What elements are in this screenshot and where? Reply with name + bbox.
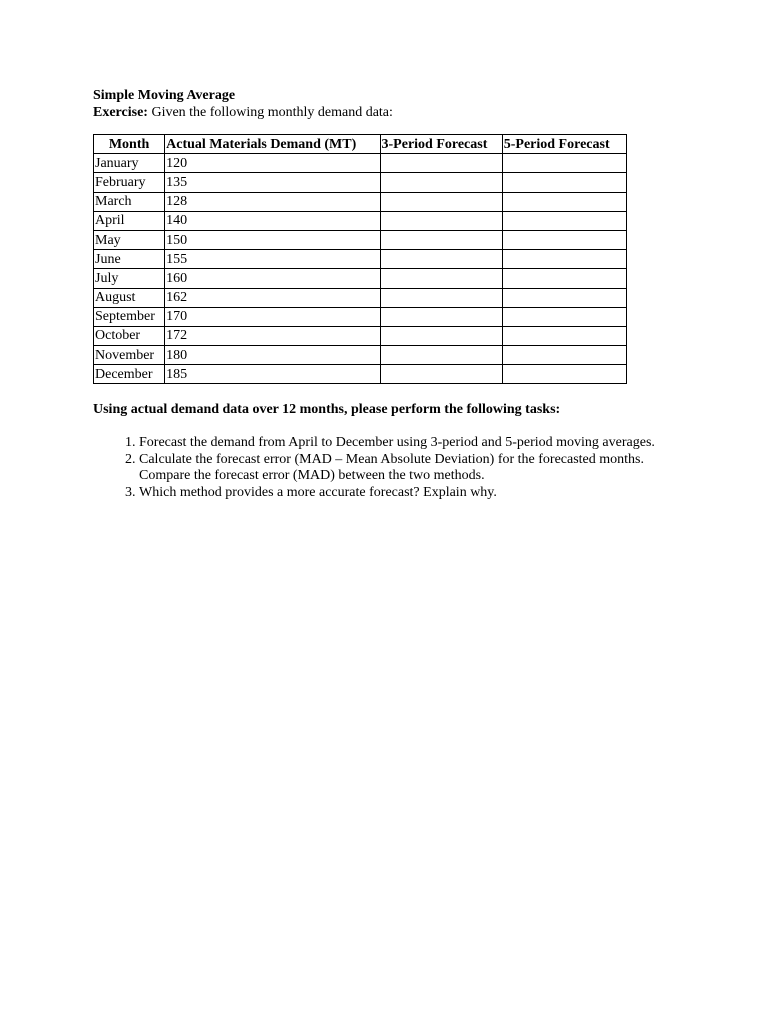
forecast-5-cell xyxy=(502,250,626,269)
table-row xyxy=(94,365,627,384)
forecast-3-cell xyxy=(380,307,502,326)
table-row xyxy=(94,192,627,211)
month-cell: November xyxy=(94,346,165,365)
demand-cell: 170 xyxy=(165,307,380,326)
forecast-5-cell xyxy=(502,326,626,345)
month-cell: September xyxy=(94,307,165,326)
forecast-3-cell xyxy=(380,250,502,269)
exercise-intro xyxy=(93,104,673,121)
forecast-5-cell xyxy=(502,192,626,211)
demand-cell: 180 xyxy=(165,346,380,365)
forecast-5-cell xyxy=(502,230,626,249)
demand-cell: 120 xyxy=(165,154,380,173)
demand-cell: 155 xyxy=(165,250,380,269)
month-cell: April xyxy=(94,211,165,230)
demand-cell: 162 xyxy=(165,288,380,307)
month-cell: October xyxy=(94,326,165,345)
forecast-5-cell xyxy=(502,269,626,288)
table-row xyxy=(94,230,627,249)
forecast-5-cell xyxy=(502,288,626,307)
month-cell: May xyxy=(94,230,165,249)
table-row xyxy=(94,307,627,326)
task-item: 1. Forecast the demand from April to December using 3-period and 5-period moving averages. xyxy=(139,435,659,452)
demand-cell: 140 xyxy=(165,211,380,230)
table-row xyxy=(94,211,627,230)
header-3-period-forecast: 3-Period Forecast xyxy=(380,135,502,154)
month-cell: January xyxy=(94,154,165,173)
forecast-3-cell xyxy=(380,230,502,249)
demand-cell: 150 xyxy=(165,230,380,249)
table-row xyxy=(94,250,627,269)
table-row xyxy=(94,269,627,288)
demand-cell: 128 xyxy=(165,192,380,211)
table-row xyxy=(94,288,627,307)
header-demand: Actual Materials Demand (MT) xyxy=(165,135,380,154)
table-row xyxy=(94,346,627,365)
header-5-period-forecast: 5-Period Forecast xyxy=(502,135,626,154)
demand-cell: 160 xyxy=(165,269,380,288)
forecast-3-cell xyxy=(380,288,502,307)
month-cell: March xyxy=(94,192,165,211)
forecast-3-cell xyxy=(380,192,502,211)
forecast-3-cell xyxy=(380,365,502,384)
month-cell: August xyxy=(94,288,165,307)
demand-cell: 185 xyxy=(165,365,380,384)
document-page xyxy=(93,87,673,501)
table-row xyxy=(94,173,627,192)
task-item: 3. Which method provides a more accurate forecast? Explain why. xyxy=(139,485,659,502)
month-cell: June xyxy=(94,250,165,269)
forecast-5-cell xyxy=(502,154,626,173)
demand-cell: 172 xyxy=(165,326,380,345)
month-cell: December xyxy=(94,365,165,384)
table-header-row xyxy=(94,135,627,154)
forecast-5-cell xyxy=(502,346,626,365)
table-row xyxy=(94,326,627,345)
task-item: 2. Calculate the forecast error (MAD – Mean Absolute Deviation) for the forecasted months. Compare the forecast error (MAD) between the two methods. xyxy=(139,452,659,485)
exercise-label: Exercise: xyxy=(93,105,148,120)
forecast-5-cell xyxy=(502,307,626,326)
month-cell: July xyxy=(94,269,165,288)
month-cell: February xyxy=(94,173,165,192)
table-row xyxy=(94,154,627,173)
tasks-heading: Using actual demand data over 12 months, please perform the following tasks: xyxy=(93,402,561,418)
header-month: Month xyxy=(94,135,165,154)
forecast-3-cell xyxy=(380,154,502,173)
forecast-3-cell xyxy=(380,173,502,192)
forecast-3-cell xyxy=(380,346,502,365)
demand-table xyxy=(93,134,627,384)
forecast-3-cell xyxy=(380,211,502,230)
forecast-3-cell xyxy=(380,326,502,345)
forecast-5-cell xyxy=(502,211,626,230)
task-list xyxy=(93,435,659,501)
exercise-text: Given the following monthly demand data: xyxy=(147,105,393,120)
document-title: Simple Moving Average xyxy=(93,88,236,103)
demand-cell: 135 xyxy=(165,173,380,192)
forecast-3-cell xyxy=(380,269,502,288)
demand-table-body xyxy=(94,154,627,384)
forecast-5-cell xyxy=(502,173,626,192)
forecast-5-cell xyxy=(502,365,626,384)
